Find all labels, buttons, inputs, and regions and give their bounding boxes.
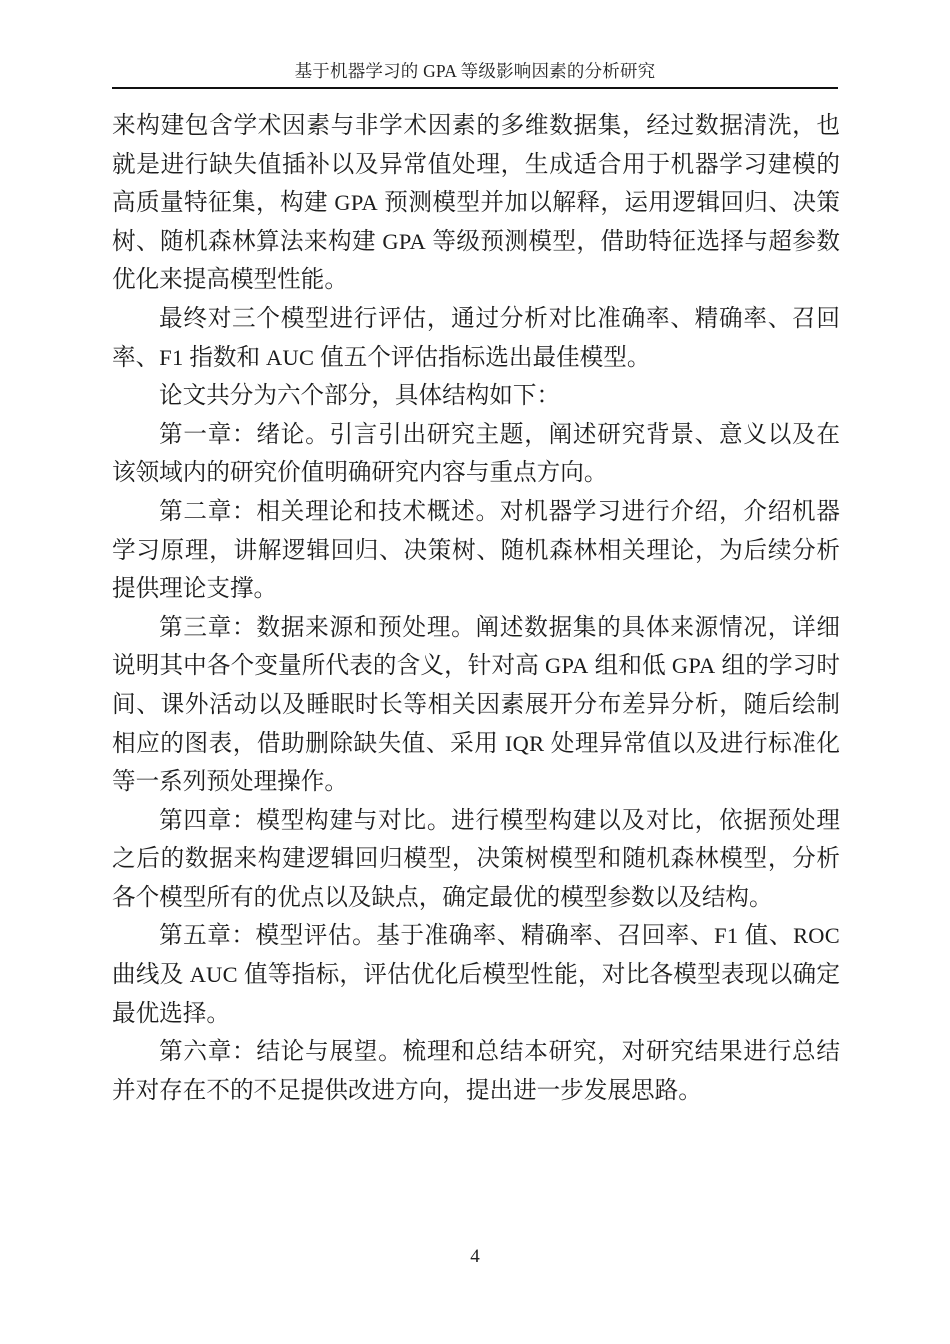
latin-run: F1 [159, 344, 184, 370]
para-chapter-2: 第二章：相关理论和技术概述。对机器学习进行介绍，介绍机器学习原理，讲解逻辑回归、决策树、随机森林相关理论，为后续分析提供理论支撑。 [112, 498, 840, 603]
para-structure-intro: 论文共分为六个部分，具体结构如下： [159, 383, 561, 410]
para-continuation: 来构建包含学术因素与非学术因素的多维数据集，经过数据清洗，也就是进行缺失值插补以及异常值处理，生成适合用于机器学习建模的高质量特征集，构建 GPA 预测模型并加以解释，运用逻辑回归、决策树、随机森林算法来构建 GPA 等级预测模型，借助特征选择与超参数优化来提高模型性能。 [112, 113, 840, 294]
latin-run: AUC [189, 962, 238, 988]
para-evaluation: 最终对三个模型进行评估，通过分析对比准确率、精确率、召回率、F1 指数和 AUC 值五个评估指标选出最佳模型。 [112, 305, 840, 371]
latin-run: GPA [382, 228, 427, 254]
header-divider [112, 87, 838, 89]
header-title: 基于机器学习的 GPA 等级影响因素的分析研究 [294, 61, 656, 81]
para-chapter-1: 第一章：绪论。引言引出研究主题，阐述研究背景、意义以及在该领域内的研究价值明确研究内容与重点方向。 [112, 421, 840, 487]
para-chapter-4: 第四章：模型构建与对比。进行模型构建以及对比，依据预处理之后的数据来构建逻辑回归模型，决策树模型和随机森林模型，分析各个模型所有的优点以及缺点，确定最优的模型参数以及结构。 [112, 807, 840, 911]
latin-run: GPA [545, 653, 589, 679]
para-chapter-5: 第五章：模型评估。基于准确率、精确率、召回率、F1 值、ROC 曲线及 AUC 值等指标，评估优化后模型性能，对比各模型表现以确定最优选择。 [112, 923, 841, 1027]
latin-run: IQR [504, 730, 545, 756]
body-text [112, 107, 840, 1110]
latin-run: ROC [793, 923, 841, 949]
page-number: 4 [470, 1246, 480, 1267]
latin-run: F1 [714, 923, 739, 949]
latin-run: GPA [334, 190, 378, 216]
para-chapter-3: 第三章：数据来源和预处理。阐述数据集的具体来源情况，详细说明其中各个变量所代表的含义，针对高 GPA 组和低 GPA 组的学习时间、课外活动以及睡眠时长等相关因素展开分布差异分析，随后绘制相应的图表，借助删除缺失值、采用 IQR 处理异常值以及进行标准化等一系列预处理操作。 [112, 614, 841, 796]
latin-run: GPA [671, 653, 716, 679]
latin-run: AUC [266, 344, 315, 370]
para-chapter-6: 第六章：结论与展望。梳理和总结本研究，对研究结果进行总结并对存在不的不足提供改进方向，提出进一步发展思路。 [112, 1039, 840, 1104]
running-header [112, 58, 838, 97]
